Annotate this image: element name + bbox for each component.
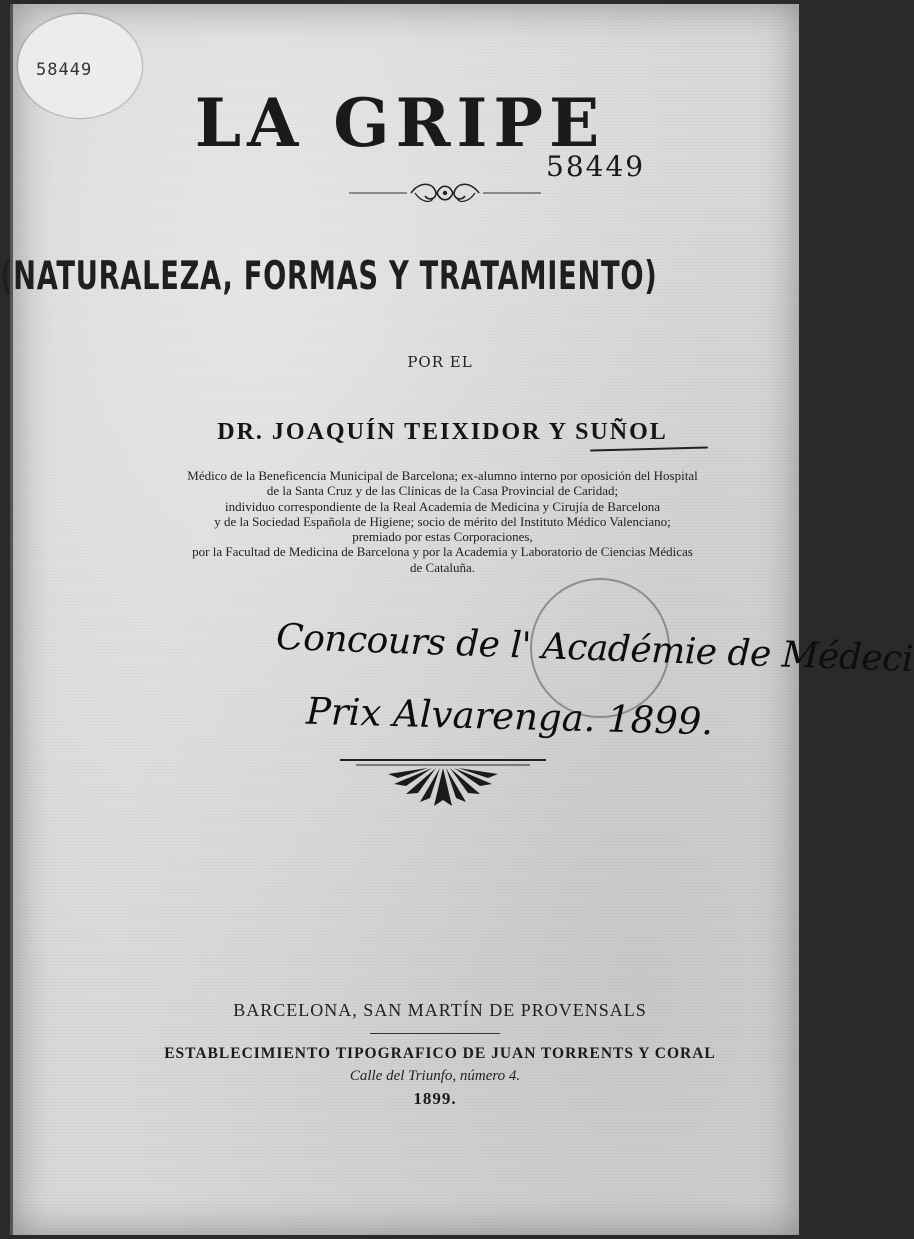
title-ornament-icon xyxy=(345,176,545,210)
author-name: DR. JOAQUÍN TEIXIDOR Y SUÑOL xyxy=(217,419,668,445)
credentials-line: premiado por estas Corporaciones, xyxy=(352,529,533,545)
publication-city: BARCELONA, SAN MARTÍN DE PROVENSALS xyxy=(233,1000,647,1020)
credentials-line: de la Santa Cruz y de las Clínicas de la Casa Provincial de Caridad; xyxy=(266,483,619,499)
book-title: LA GRIPE xyxy=(194,84,606,162)
credentials-line: de Cataluña. xyxy=(410,559,475,575)
credentials-line: por la Facultad de Medicina de Barcelona y por la Academia y Laboratorio de Ciencias Médicas xyxy=(192,544,693,560)
credentials-line: Médico de la Beneficencia Municipal de Barcelona; ex-alumno interno por oposición del Hospital xyxy=(187,468,698,483)
byline-label: POR EL xyxy=(407,353,473,371)
catalog-stamp-number: 58449 xyxy=(546,150,646,183)
fan-ornament-icon xyxy=(336,756,550,812)
printer-name: ESTABLECIMIENTO TIPOGRAFICO DE JUAN TORRENTS Y CORAL xyxy=(164,1045,716,1062)
sticker-number: 58449 xyxy=(36,60,93,80)
author-credentials xyxy=(125,468,760,575)
printer-address: Calle del Triunfo, número 4. xyxy=(349,1068,521,1084)
credentials-line: y de la Sociedad Española de Higiene; socio de mérito del Instituto Médico Valenciano; xyxy=(214,513,671,529)
publication-year: 1899. xyxy=(413,1089,457,1108)
handwritten-note-line-1: Concours de l' Académie de Médeci xyxy=(275,616,914,681)
handwritten-note-line-2: Prix Alvarenga. 1899. xyxy=(305,689,714,744)
credentials-line: individuo correspondiente de la Real Academia de Medicina y Cirujía de Barcelona xyxy=(225,498,660,514)
book-subtitle: (NATURALEZA, FORMAS Y TRATAMIENTO) xyxy=(0,254,658,299)
imprint-divider xyxy=(370,1033,500,1034)
